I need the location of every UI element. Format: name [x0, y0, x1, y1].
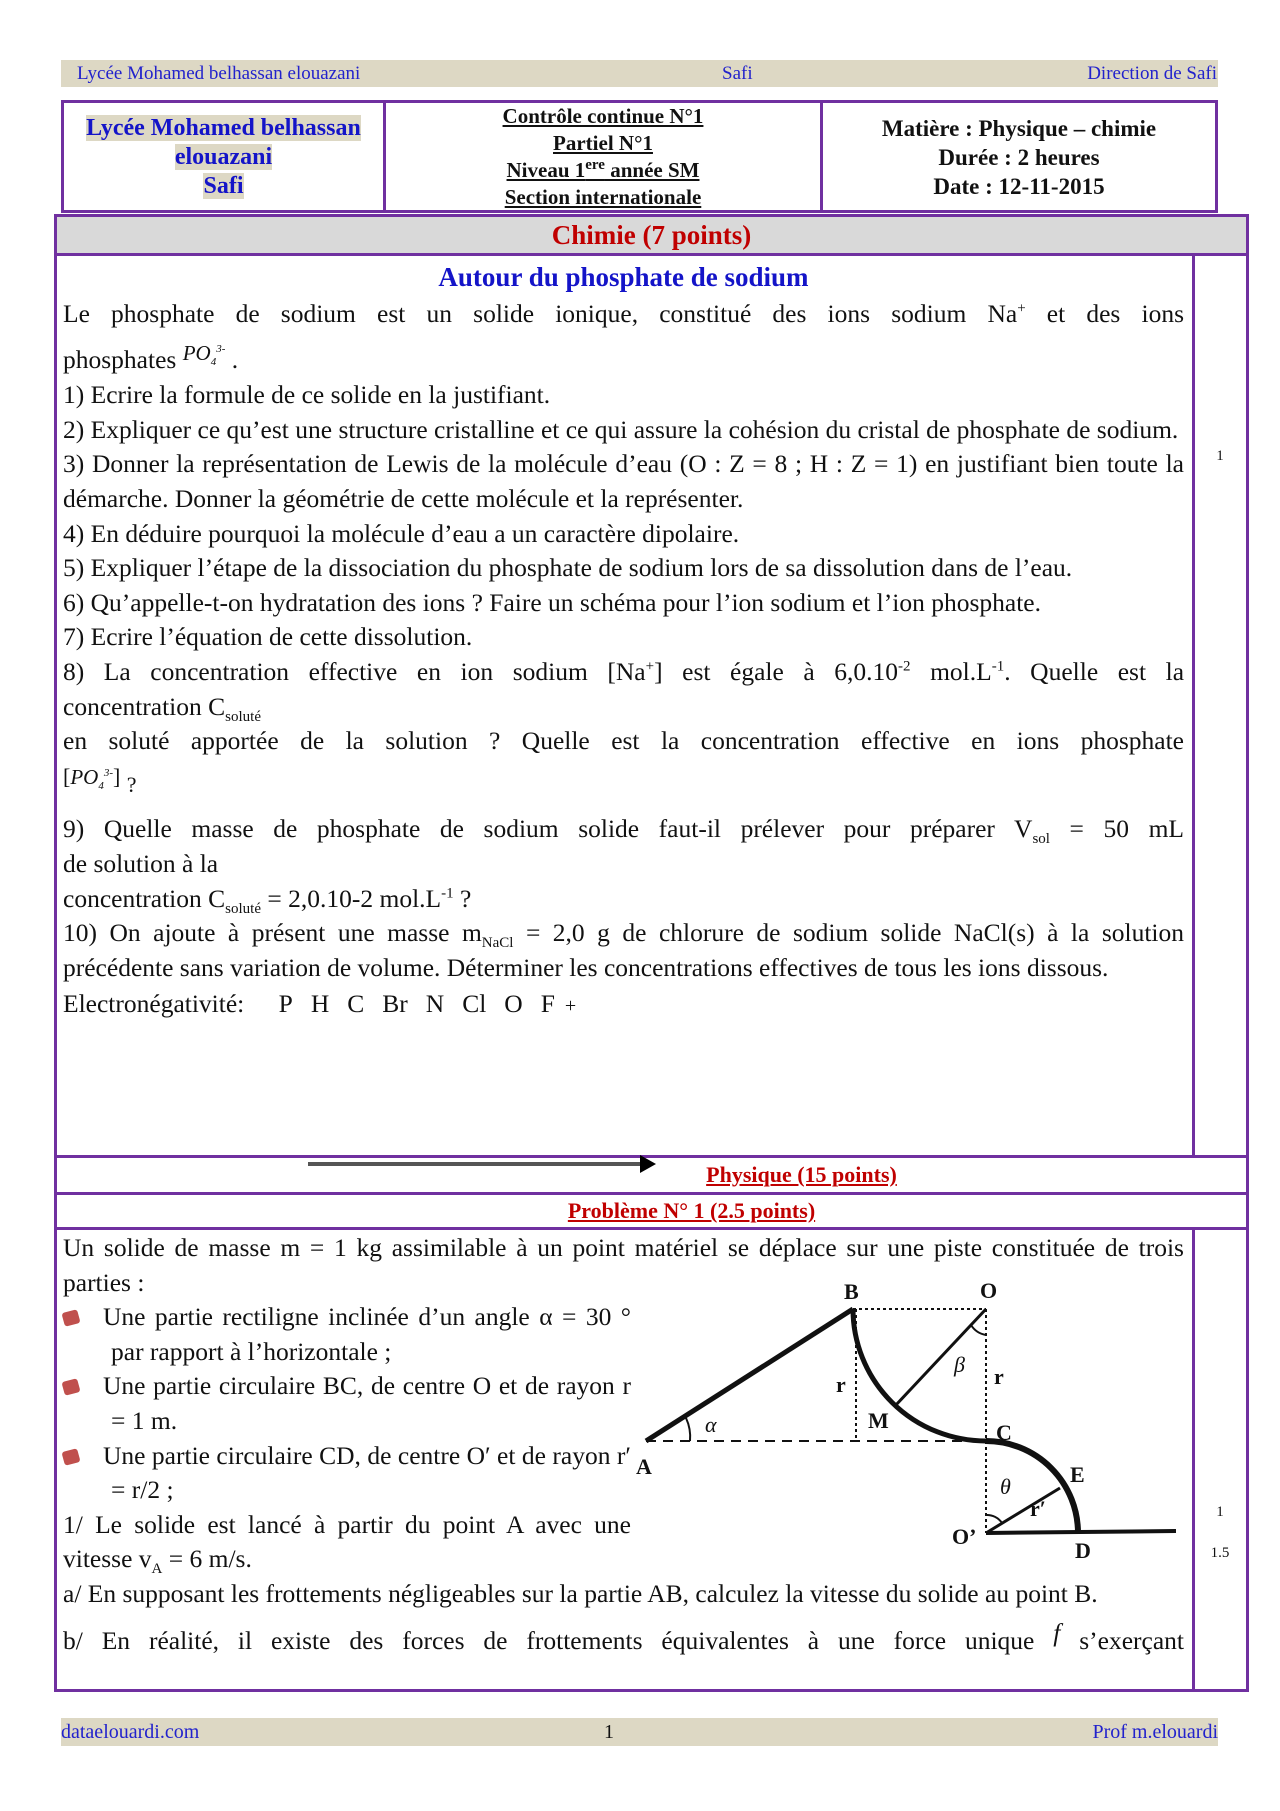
divider: [54, 1227, 1249, 1230]
school-name: Lycée Mohamed belhassan: [86, 115, 361, 141]
divider: [1192, 253, 1195, 1157]
electronegativity-label: Electronégativité:: [63, 989, 245, 1019]
label-B: B: [844, 1279, 859, 1304]
question-2: 2) Expliquer ce qu’est une structure cristalline et ce qui assure la cohésion du cristal de phosphate de sodium.: [63, 414, 1179, 444]
school-city: Safi: [203, 173, 244, 199]
top-bar-school: Lycée Mohamed belhassan elouazani: [77, 63, 361, 84]
margin-note: 1.5: [1210, 1545, 1230, 1561]
margin-note: 1: [1216, 1504, 1224, 1520]
question-8-line-1: 8) La concentration effective en ion sodium [Na+] est égale à $6,0.10^{-2}$ $mol.L^{-1}$. Quelle est la: [63, 656, 1185, 686]
label-E: E: [1070, 1462, 1085, 1487]
top-bar-city: Safi: [722, 63, 753, 84]
question-8-line-4: $[PO_4^{3-}]$ ?: [63, 763, 137, 797]
label-O: O: [980, 1278, 998, 1303]
intro-line-2: phosphates $^{PO_4^{3-}}$ .: [63, 340, 239, 374]
question-8-line-3: en soluté apportée de la solution ? Quelle est la concentration effective en ions phosphate: [63, 726, 1184, 756]
school-cell: [64, 114, 383, 201]
divider: [1192, 1227, 1195, 1692]
info-cell: [823, 114, 1215, 201]
question-a: a/ En supposant les frottements négligeables sur la partie AB, calculez la vitesse du solide au point B.: [63, 1578, 1098, 1608]
exam-section: Section internationale: [504, 185, 702, 209]
exam-partial: Partiel N°1: [553, 131, 653, 155]
bullet-1: Une partie rectiligne inclinée d’un angle α = 30 ° par rapport à l’horizontale ;: [63, 1300, 631, 1369]
physique-header: Physique (15 points): [706, 1162, 897, 1187]
question-8-line-2: concentration $C_{soluté}$: [63, 691, 261, 725]
duration: Durée : 2 heures: [938, 145, 1100, 170]
bullet-2: Une partie circulaire BC, de centre O et de rayon r = 1 m.: [63, 1369, 631, 1438]
element-list: P H C Br N Cl O F +: [279, 987, 577, 1024]
question-4: 4) En déduire pourquoi la molécule d’eau a un caractère dipolaire.: [63, 518, 740, 548]
chimie-header: Chimie (7 points): [551, 220, 752, 250]
label-alpha: α: [705, 1412, 717, 1437]
question-1: 1) Ecrire la formule de ce solide en la justifiant.: [63, 380, 551, 410]
electronegativity-row: [63, 987, 1184, 1024]
label-D: D: [1075, 1538, 1091, 1563]
chimie-content: [63, 297, 1184, 1024]
bullet-icon: [61, 1448, 80, 1466]
physique-content: [63, 1231, 1184, 1658]
label-C: C: [996, 1420, 1012, 1445]
question-9-line-1: 9) Quelle masse de phosphate de sodium solide faut-il prélever pour préparer $V_{sol} = 50$ mL: [63, 814, 1184, 848]
question-b: b/ En réalité, il existe des forces de frottements équivalentes à une force unique f s’exerçant: [63, 1617, 1185, 1655]
bullet-3: Une partie circulaire CD, de centre O′ et de rayon r′ = r/2 ;: [63, 1439, 631, 1508]
question-5: 5) Expliquer l’étape de la dissociation du phosphate de sodium lors de sa dissolution dans de l’eau.: [63, 553, 1073, 583]
question-6: 6) Qu’appelle-t-on hydratation des ions ? Faire un schéma pour l’ion sodium et l’ion phosphate.: [63, 587, 1041, 617]
divider: [54, 253, 1249, 256]
exam-cell: [386, 103, 820, 211]
page-number: 1: [604, 1721, 614, 1743]
problem-header: Problème N° 1 (2.5 points): [567, 1198, 816, 1223]
chimie-title: Autour du phosphate de sodium: [438, 262, 809, 292]
label-beta: β: [954, 1352, 965, 1377]
subject: Matière : Physique – chimie: [881, 116, 1157, 141]
bullet-icon: [61, 1309, 80, 1327]
question-7: 7) Ecrire l’équation de cette dissolution.: [63, 622, 473, 652]
date: Date : 12-11-2015: [933, 174, 1105, 199]
school-name-2: elouazani: [174, 144, 273, 170]
question-9-line-3: concentration $C_{soluté} = 2,0.10-2$ $mol.L^{-1}$ ?: [63, 883, 472, 917]
question-3: 3) Donner la représentation de Lewis de la molécule d’eau (O : Z = 8 ; H : Z = 1) en justifiant bien toute la démarche. Donner la géométrie de cette molécule et la représenter.: [63, 449, 1184, 513]
footer-bar: [61, 1718, 1218, 1746]
label-A: A: [636, 1454, 652, 1479]
question-10: 10) On ajoute à présent une masse $m_{NaCl} = 2,0$ g de chlorure de sodium solide NaCl(s) à la solution précédente sans variation de volume. Déterminer les concentrations effectives de tous les ions dissous.: [63, 918, 1184, 982]
question-1-physique: 1/ Le solide est lancé à partir du point A avec une vitesse $v_A = 6$ m/s.: [63, 1509, 631, 1578]
top-bar-direction: Direction de Safi: [1087, 63, 1217, 84]
problem-intro: Un solide de masse m = 1 kg assimilable à un point matériel se déplace sur une piste constituée de trois parties :: [63, 1233, 1184, 1297]
label-r: r: [836, 1372, 846, 1397]
exam-level: Niveau 1ere année SM: [506, 157, 700, 182]
label-theta: θ: [1000, 1474, 1011, 1499]
question-9-line-2: de solution à la: [63, 848, 219, 878]
exam-title: Contrôle continue N°1: [502, 104, 704, 128]
label-r-prime: r′: [1030, 1496, 1046, 1521]
bullet-icon: [61, 1379, 80, 1397]
footer-author: Prof m.elouardi: [1092, 1721, 1218, 1743]
intro-line-1: Le phosphate de sodium est un solide ionique, constitué des ions sodium Na+ et des ions: [63, 299, 1184, 328]
label-r: r: [994, 1364, 1004, 1389]
label-O-prime: O’: [952, 1524, 977, 1549]
margin-note: 1: [1216, 448, 1224, 464]
arrow-plus: +: [564, 995, 577, 1018]
label-M: M: [868, 1408, 889, 1433]
footer-website[interactable]: dataelouardi.com: [61, 1721, 200, 1743]
